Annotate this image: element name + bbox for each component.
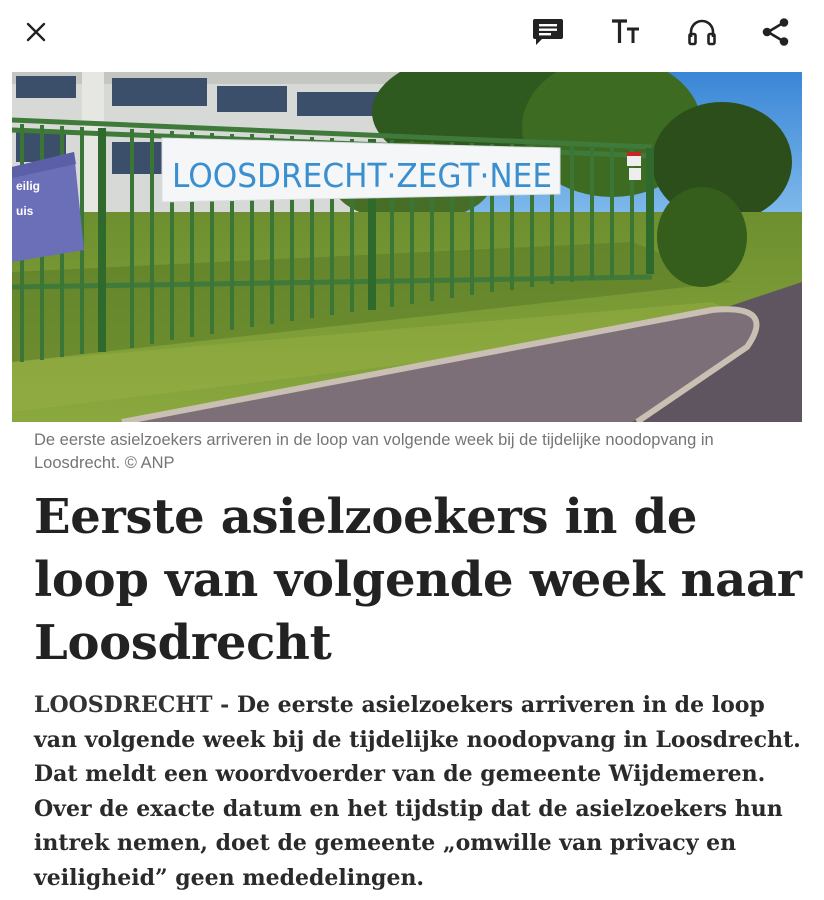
photo-caption: De eerste asielzoekers arriveren in de loop van volgende week bij de tijdelijke noodopvang in Loosdrecht. © ANP bbox=[34, 431, 714, 472]
close-icon bbox=[24, 20, 48, 44]
close-button[interactable] bbox=[16, 12, 56, 52]
article-headline: Eerste asielzoekers in de loop van volgende week naar Loosdrecht bbox=[34, 489, 802, 671]
text-size-icon bbox=[610, 18, 642, 46]
dateline: LOOSDRECHT - bbox=[34, 692, 230, 718]
headphones-icon bbox=[687, 17, 717, 47]
comment-icon bbox=[532, 17, 564, 47]
listen-button[interactable] bbox=[682, 12, 722, 52]
left-sign-text-1: eilig bbox=[16, 179, 41, 193]
comments-button[interactable] bbox=[528, 12, 568, 52]
top-toolbar bbox=[0, 0, 824, 64]
banner-text: LOOSDRECHT·ZEGT·NEE bbox=[172, 156, 552, 195]
article-photo[interactable] bbox=[12, 72, 802, 422]
text-size-button[interactable] bbox=[606, 12, 646, 52]
share-button[interactable] bbox=[756, 12, 796, 52]
lead-text: De eerste asielzoekers arriveren in de loop van volgende week bij de tijdelijke noodopvang in Loosdrecht. Dat meldt een woordvoerder van de gemeente Wijdemeren. Over de exacte datum en het tijdstip dat de asielzoekers hun intrek nemen, doet de gemeente „omwille van privacy en veiligheid” geen mededelingen. bbox=[34, 692, 801, 891]
article-lead bbox=[34, 688, 804, 895]
share-icon bbox=[761, 17, 791, 47]
left-sign-text-2: uis bbox=[16, 204, 34, 218]
